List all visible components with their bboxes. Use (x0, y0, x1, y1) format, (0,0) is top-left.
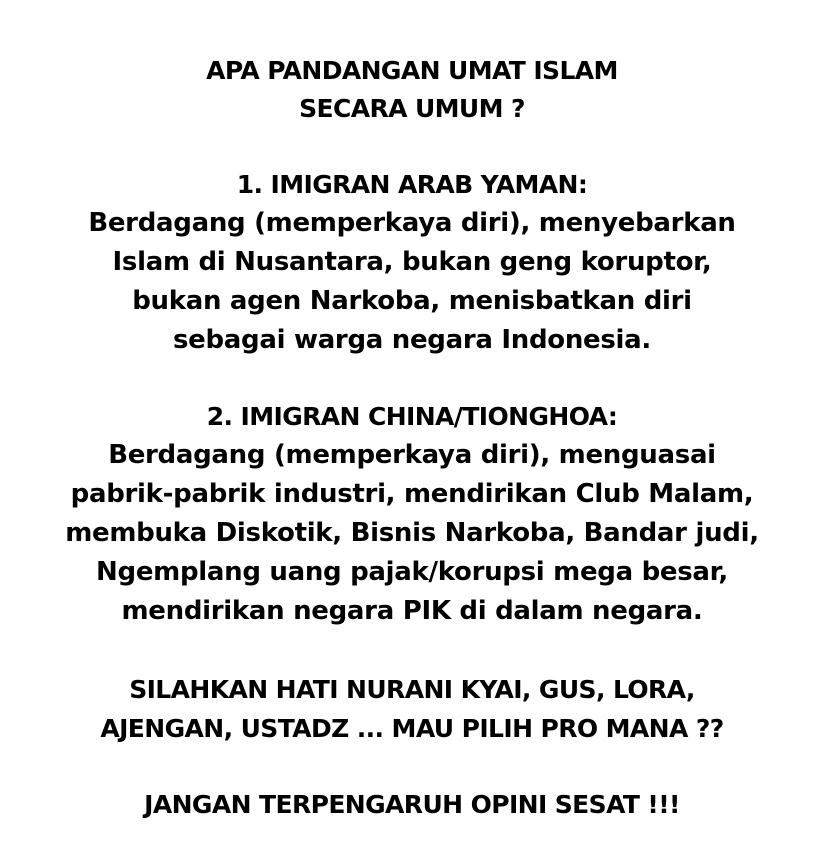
section-2-line-4: Ngemplang uang pajak/korupsi mega besar, (96, 557, 728, 587)
section-2-line-3: membuka Diskotik, Bisnis Narkoba, Bandar judi, (65, 518, 759, 548)
section-1-line-3: bukan agen Narkoba, menisbatkan diri (132, 286, 692, 316)
title-line-1: APA PANDANGAN UMAT ISLAM (206, 56, 618, 85)
section-1-line-2: Islam di Nusantara, bukan geng koruptor, (112, 247, 712, 277)
appeal-line-2: AJENGAN, USTADZ ... MAU PILIH PRO MANA ?? (100, 714, 724, 743)
section-1-line-4: sebagai warga negara Indonesia. (172, 325, 651, 355)
section-1-heading: 1. IMIGRAN ARAB YAMAN: (236, 170, 588, 199)
section-2-heading: 2. IMIGRAN CHINA/TIONGHOA: (206, 402, 618, 431)
section-2-line-1: Berdagang (memperkaya diri), menguasai (108, 440, 716, 470)
section-1-line-1: Berdagang (memperkaya diri), menyebarkan (88, 208, 736, 238)
closing-line: JANGAN TERPENGARUH OPINI SESAT !!! (144, 790, 680, 819)
appeal-line-1: SILAHKAN HATI NURANI KYAI, GUS, LORA, (129, 675, 695, 704)
title-line-2: SECARA UMUM ? (299, 94, 525, 123)
section-2-line-5: mendirikan negara PIK di dalam negara. (121, 596, 703, 626)
section-2-line-2: pabrik-pabrik industri, mendirikan Club Malam, (70, 479, 754, 509)
